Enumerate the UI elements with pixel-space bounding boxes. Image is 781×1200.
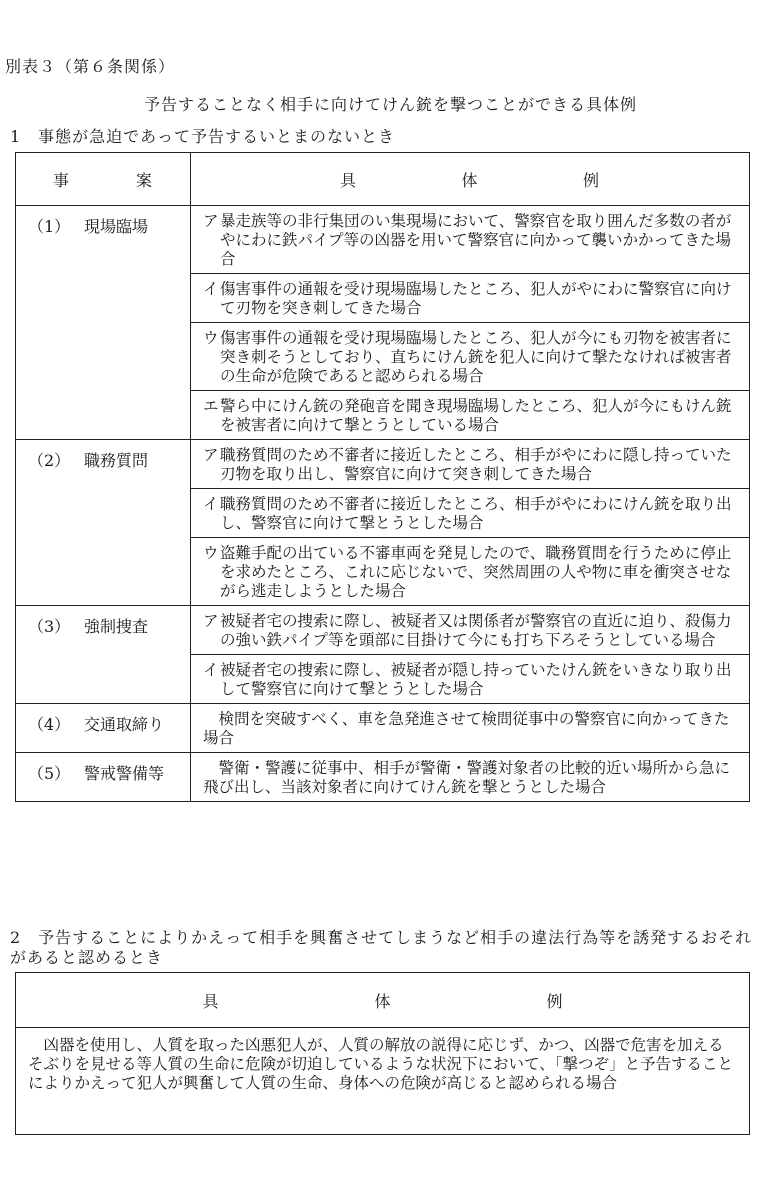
appendix-label: 別表３（第６条関係） <box>5 57 176 76</box>
example-body: 被疑者宅の捜索に際し、被疑者が隠し持っていたけん銃をいきなり取り出して警察官に向けて撃とうとした場合 <box>220 661 732 698</box>
examples-table-section1 <box>15 152 750 802</box>
header-char: 案 <box>135 170 153 190</box>
example-marker: ウ <box>203 329 219 347</box>
example-marker: イ <box>203 495 219 513</box>
example-body: 警衛・警護に従事中、相手が警衛・警護対象者の比較的近い場所から急に飛び出し、当該対象者に向けてけん銃を撃とうとした場合 <box>203 759 731 796</box>
example-cell <box>191 655 750 704</box>
case-label: 交通取締り <box>84 715 165 734</box>
header-char: 例 <box>582 170 600 190</box>
case-cell <box>16 440 191 606</box>
example-cell <box>191 704 750 753</box>
table-row <box>16 704 750 753</box>
example-text <box>203 495 741 533</box>
example-cell <box>191 440 750 489</box>
example-cell <box>191 391 750 440</box>
example-text <box>203 544 741 601</box>
example-cell <box>191 538 750 606</box>
example-text <box>203 612 741 650</box>
case-number: （3） <box>28 617 71 636</box>
example-cell <box>191 206 750 274</box>
header-char: 具 <box>202 991 219 1011</box>
example-text <box>203 280 741 318</box>
example-text <box>203 329 741 386</box>
example-cell <box>191 489 750 538</box>
example-cell <box>191 323 750 391</box>
example-cell <box>191 606 750 655</box>
example-body: 検問を突破すべく、車を急発進させて検問従事中の警察官に向かってきた場合 <box>203 710 730 747</box>
example-body: 警ら中にけん銃の発砲音を聞き現場臨場したところ、犯人が今にもけん銃を被害者に向けて撃とうとしている場合 <box>220 397 732 434</box>
section2-heading: 2 予告することによりかえって相手を興奮させてしまうなど相手の違法行為等を誘発するおそれがあると認めるとき <box>10 928 753 967</box>
column-header-case <box>16 153 191 206</box>
column-header-example <box>16 973 750 1028</box>
document-title: 予告することなく相手に向けてけん銃を撃つことができる具体例 <box>143 95 637 114</box>
example-body: 被疑者宅の捜索に際し、被疑者又は関係者が警察官の直近に迫り、殺傷力の強い鉄パイプ等を頭部に目掛けて今にも打ち下ろそうとしている場合 <box>220 612 732 649</box>
example-cell <box>191 753 750 802</box>
example-marker: ア <box>203 612 219 630</box>
table-body <box>16 206 750 802</box>
example-body: 職務質問のため不審者に接近したところ、相手がやにわにけん銃を取り出し、警察官に向けて撃とうとした場合 <box>220 495 732 532</box>
section1-heading: 1 事態が急迫であって予告するいとまのないとき <box>10 127 396 146</box>
examples-table-section2 <box>15 972 750 1135</box>
header-char: 事 <box>53 170 71 190</box>
example-text <box>203 212 741 269</box>
example-body: 暴走族等の非行集団のい集現場において、警察官を取り囲んだ多数の者がやにわに鉄パイプ等の凶器を用いて警察官に向かって襲いかかってきた場合 <box>220 212 732 268</box>
case-number: （1） <box>28 217 71 236</box>
column-header-example <box>191 153 750 206</box>
table-row <box>16 753 750 802</box>
case-label: 強制捜査 <box>84 617 149 636</box>
case-cell <box>16 206 191 440</box>
example-body: 盗難手配の出ている不審車両を発見したので、職務質問を行うために停止を求めたところ、これに応じないで、突然周囲の人や物に車を衝突させながら逃走しようとした場合 <box>220 544 732 600</box>
example-text <box>203 397 741 435</box>
case-number: （4） <box>28 715 71 734</box>
table-row <box>16 206 750 274</box>
example-body: 傷害事件の通報を受け現場臨場したところ、犯人が今にも刃物を被害者に突き刺そうとしており、直ちにけん銃を犯人に向けて撃たなければ被害者の生命が危険であると認められる場合 <box>220 329 732 385</box>
example-text <box>203 759 741 797</box>
header-char: 体 <box>374 991 391 1011</box>
table-row <box>16 1028 750 1135</box>
table-row <box>16 606 750 655</box>
case-number: （2） <box>28 451 71 470</box>
example-marker: イ <box>203 280 219 298</box>
header-char: 体 <box>461 170 479 190</box>
example-text <box>203 446 741 484</box>
example-marker: イ <box>203 661 219 679</box>
case-label: 警戒警備等 <box>84 764 165 783</box>
example-cell: 凶器を使用し、人質を取った凶悪犯人が、人質の解放の説得に応じず、かつ、凶器で危害を加えるそぶりを見せる等人質の生命に危険が切迫しているような状況下において、「撃つぞ」と予告することによりかえって犯人が興奮して人質の生命、身体への危険が高じると認められる場合 <box>16 1028 750 1135</box>
header-char: 具 <box>340 170 358 190</box>
example-marker: ア <box>203 446 219 464</box>
example-marker: ア <box>203 212 219 230</box>
case-cell <box>16 606 191 704</box>
example-marker: エ <box>203 397 219 415</box>
case-label: 現場臨場 <box>84 217 149 236</box>
table-header-row <box>16 973 750 1028</box>
table-header-row <box>16 153 750 206</box>
example-text <box>203 661 741 699</box>
case-label: 職務質問 <box>84 451 149 470</box>
case-cell <box>16 704 191 753</box>
table-row <box>16 440 750 489</box>
example-cell <box>191 274 750 323</box>
example-marker: ウ <box>203 544 219 562</box>
example-body: 傷害事件の通報を受け現場臨場したところ、犯人がやにわに警察官に向けて刃物を突き刺してきた場合 <box>220 280 732 317</box>
case-cell <box>16 753 191 802</box>
header-char: 例 <box>546 991 563 1011</box>
case-number: （5） <box>28 764 71 783</box>
example-body: 職務質問のため不審者に接近したところ、相手がやにわに隠し持っていた刃物を取り出し、警察官に向けて突き刺してきた場合 <box>220 446 732 483</box>
example-text <box>203 710 741 748</box>
